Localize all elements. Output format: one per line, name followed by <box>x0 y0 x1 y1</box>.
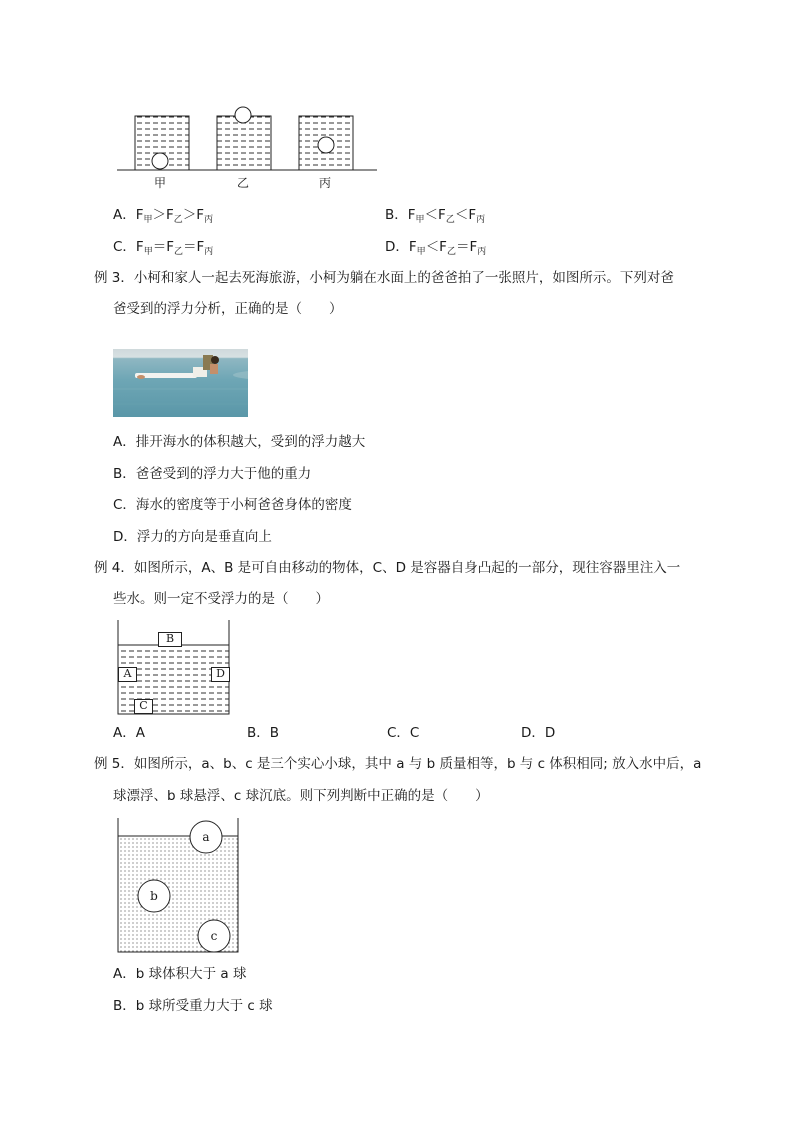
object-b: B <box>158 632 182 647</box>
q2-option-b: B．$F_甲<F_乙<F_丙$ <box>385 207 486 225</box>
ball-jia <box>152 153 168 169</box>
ball-yi <box>235 107 251 123</box>
photo-scene <box>113 349 248 417</box>
label-bing: 丙 <box>318 176 331 190</box>
three-container-figure <box>0 0 794 200</box>
container-yi <box>217 116 271 170</box>
q3-option-a: A．排开海水的体积越大，受到的浮力越大 <box>113 434 366 450</box>
q3-stem-line1: 例 3．小柯和家人一起去死海旅游，小柯为躺在水面上的爸爸拍了一张照片，如图所示。下列对爸 <box>94 270 674 286</box>
label-yi: 乙 <box>236 176 249 190</box>
q4-stem-line1: 例 4．如图所示，A、B 是可自由移动的物体，C、D 是容器自身凸起的一部分，现往容器里注入一 <box>94 560 681 576</box>
protrusion-c: C <box>134 699 153 714</box>
ball-a-label: a <box>202 830 210 844</box>
q4-option-b: B．B <box>247 725 280 741</box>
q3-option-d: D．浮力的方向是垂直向上 <box>113 529 272 545</box>
q5-option-b: B．b 球所受重力大于 c 球 <box>113 998 273 1014</box>
q3-stem-line2: 爸受到的浮力分析，正确的是（ ） <box>113 301 343 317</box>
q4-stem-line2: 些水。则一定不受浮力的是（ ） <box>113 591 329 607</box>
q5-stem-line1: 例 5．如图所示，a、b、c 是三个实心小球，其中 a 与 b 质量相等，b 与 c 体积相同; 放入水中后，a <box>94 756 702 772</box>
q2-option-d: D．$F_甲<F_乙=F_丙$ <box>385 239 487 257</box>
q2-option-c: C．$F_甲=F_乙=F_丙$ <box>113 239 214 257</box>
label-jia: 甲 <box>153 176 166 190</box>
q4-option-a: A．A <box>113 725 145 741</box>
q3-option-b: B．爸爸受到的浮力大于他的重力 <box>113 466 312 482</box>
ball-c-label: c <box>210 929 218 943</box>
q3-option-c: C．海水的密度等于小柯爸爸身体的密度 <box>113 497 352 513</box>
q5-stem-line2: 球漂浮、b 球悬浮、c 球沉底。则下列判断中正确的是（ ） <box>113 788 489 804</box>
ball-bing <box>318 137 334 153</box>
ball-b-label: b <box>150 889 158 903</box>
three-balls-figure <box>0 810 300 960</box>
protrusion-d: D <box>211 667 230 682</box>
q4-option-d: D．D <box>521 725 556 741</box>
q4-option-c: C．C <box>387 725 420 741</box>
object-a: A <box>118 667 137 682</box>
q5-option-a: A．b 球体积大于 a 球 <box>113 966 247 982</box>
q2-option-a: A．$F_甲>F_乙>F_丙$ <box>113 207 214 225</box>
dead-sea-photo <box>113 349 248 417</box>
